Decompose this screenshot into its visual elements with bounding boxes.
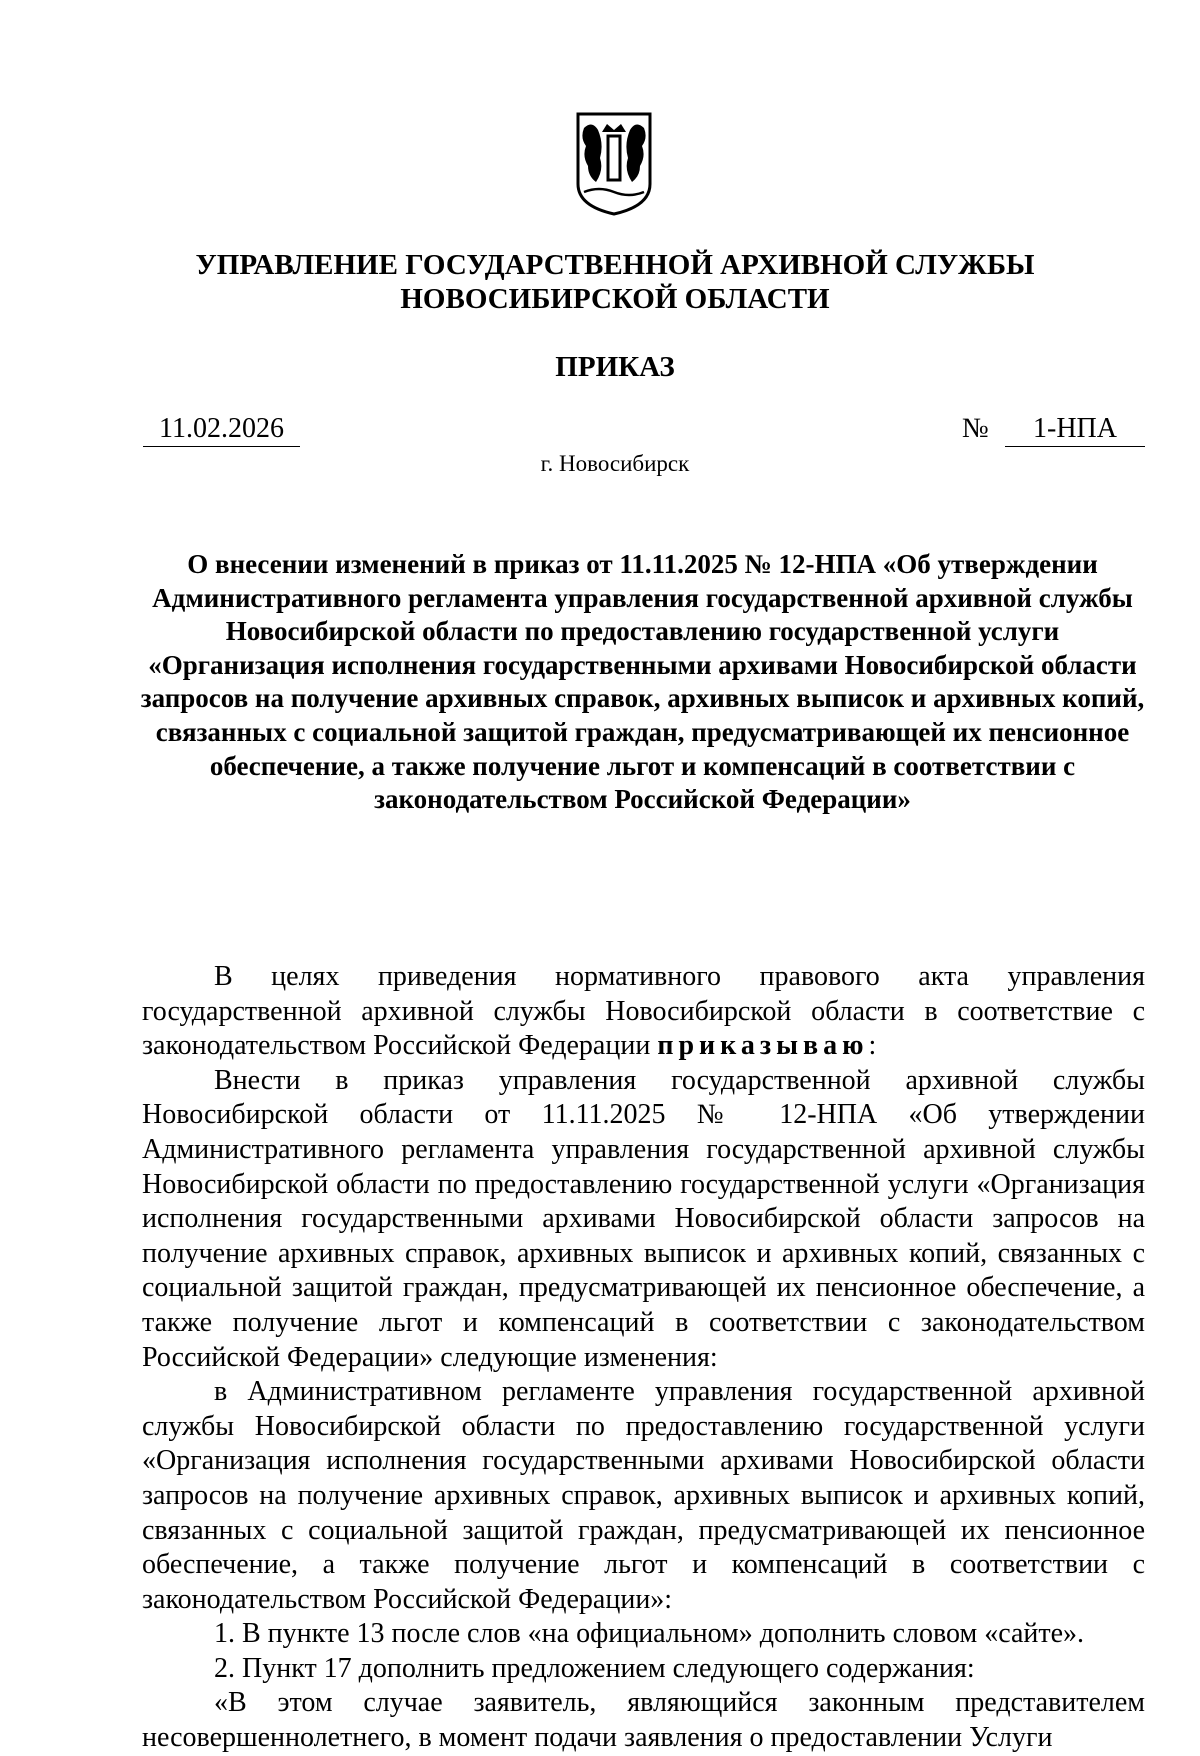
organization-title bbox=[140, 248, 1090, 316]
preamble-text: В целях приведения нормативного правового акта управления государственной архивной службы Новосибирской области в соответствие с законодательством Российской Федерации bbox=[142, 961, 1145, 1062]
city: г. Новосибирск bbox=[540, 451, 690, 476]
regulation-paragraph: в Административном регламенте управления государственной архивной службы Новосибирской области по предоставлению государственной услуги «Организация исполнения государственными архивами Новосибирской области запросов на получение архивных справок, архивных выписок и архивных копий, связанных с социальной защитой граждан, предусматривающей их пенсионное обеспечение, а также получение льгот и компенсаций в соответствии с законодательством Российской Федерации»: bbox=[142, 1376, 1145, 1615]
order-subject: О внесении изменений в приказ от 11.11.2025 № 12-НПА «Об утверждении Административного регламента управления государственной архивной службы Новосибирской области по предоставлению государственной услуги «Организация исполнения государственными архивами Новосибирской области запросов на получение архивных справок, архивных выписок и архивных копий, связанных с социальной защитой граждан, предусматривающей их пенсионное обеспечение, а также получение льгот и компенсаций в соответствии с законодательством Российской Федерации» bbox=[140, 549, 1145, 815]
order-body bbox=[142, 960, 1145, 1756]
document-type: ПРИКАЗ bbox=[555, 351, 675, 383]
preamble-paragraph bbox=[142, 960, 1145, 1064]
number-sign: № bbox=[962, 413, 989, 444]
order-date: 11.02.2026 bbox=[143, 412, 300, 447]
item-1: 1. В пункте 13 после слов «на официальном» дополнить словом «сайте». bbox=[214, 1618, 1085, 1650]
organization-line-1: УПРАВЛЕНИЕ ГОСУДАРСТВЕННОЙ АРХИВНОЙ СЛУЖБЫ bbox=[195, 249, 1035, 281]
coat-of-arms-icon bbox=[574, 110, 654, 218]
preamble-end: : bbox=[868, 1030, 877, 1062]
item-2: 2. Пункт 17 дополнить предложением следующего содержания: bbox=[214, 1652, 975, 1684]
order-word: приказываю bbox=[657, 1030, 869, 1062]
amendment-paragraph: Внести в приказ управления государственной архивной службы Новосибирской области от 11.11.2025 № 12-НПА «Об утверждении Административного регламента управления государственной архивной службы Новосибирской области по предоставлению государственной услуги «Организация исполнения государственными архивами Новосибирской области запросов на получение архивных справок, архивных выписок и архивных копий, связанных с социальной защитой граждан, предусматривающей их пенсионное обеспечение, а также получение льгот и компенсаций в соответствии с законодательством Российской Федерации» следующие изменения: bbox=[142, 1064, 1145, 1373]
quoted-text: «В этом случае заявитель, являющийся законным представителем несовершеннолетнего, в момент подачи заявления о предоставлении Услуги bbox=[142, 1687, 1145, 1754]
organization-line-2: НОВОСИБИРСКОЙ ОБЛАСТИ bbox=[400, 283, 830, 315]
order-number: 1-НПА bbox=[1005, 412, 1145, 447]
